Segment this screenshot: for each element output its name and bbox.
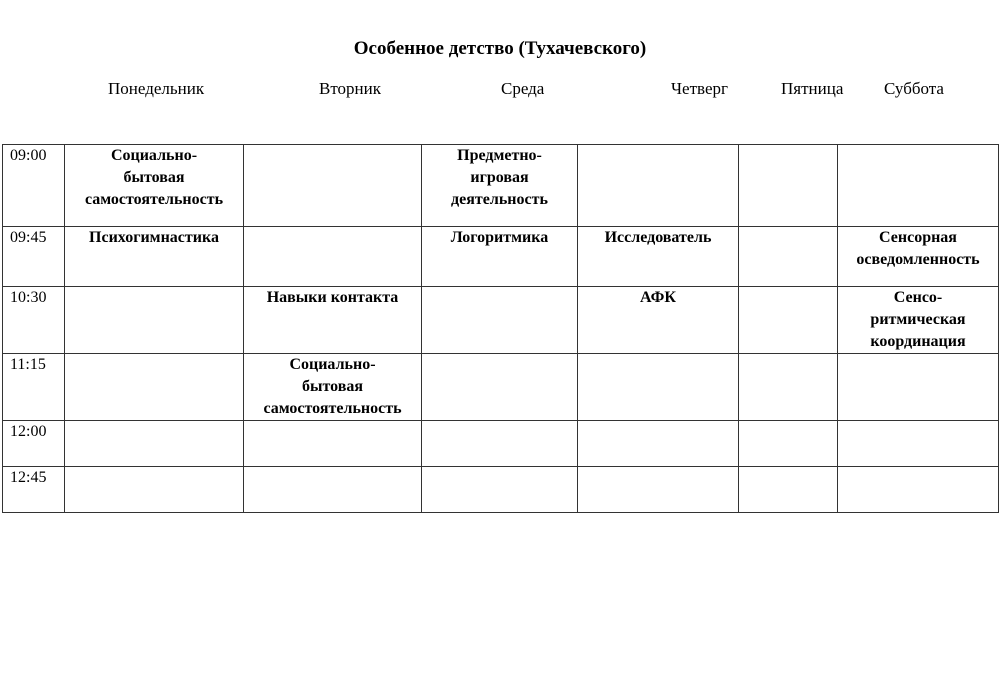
schedule-cell bbox=[838, 145, 999, 227]
schedule-cell bbox=[578, 354, 739, 421]
schedule-cell bbox=[65, 421, 244, 467]
schedule-cell bbox=[739, 287, 838, 354]
schedule-cell bbox=[65, 145, 244, 227]
activity-label: Логоритмика bbox=[450, 229, 549, 246]
schedule-cell bbox=[578, 145, 739, 227]
schedule-cell bbox=[838, 467, 999, 513]
schedule-cell bbox=[244, 467, 422, 513]
schedule-table bbox=[2, 144, 999, 513]
schedule-cell bbox=[244, 287, 422, 354]
table-row bbox=[3, 467, 999, 513]
table-row bbox=[3, 421, 999, 467]
time-cell: 10:30 bbox=[3, 287, 65, 354]
schedule-cell bbox=[739, 227, 838, 287]
schedule-cell bbox=[422, 227, 578, 287]
schedule-cell bbox=[422, 354, 578, 421]
day-header-wednesday: Среда bbox=[501, 79, 545, 98]
schedule-cell bbox=[739, 467, 838, 513]
day-header-monday: Понедельник bbox=[108, 79, 205, 98]
schedule-cell bbox=[838, 287, 999, 354]
schedule-cell bbox=[578, 421, 739, 467]
time-cell: 12:45 bbox=[3, 467, 65, 513]
activity-label: Сенсорная осведомленность bbox=[856, 229, 980, 268]
schedule-cell bbox=[739, 354, 838, 421]
schedule-cell bbox=[244, 421, 422, 467]
schedule-cell bbox=[739, 145, 838, 227]
schedule-cell bbox=[422, 421, 578, 467]
schedule-cell bbox=[838, 227, 999, 287]
schedule-cell bbox=[422, 467, 578, 513]
schedule-cell bbox=[578, 287, 739, 354]
schedule-cell bbox=[578, 227, 739, 287]
schedule-cell bbox=[578, 467, 739, 513]
schedule-cell bbox=[422, 287, 578, 354]
activity-label: Предметно- игровая деятельность bbox=[451, 147, 548, 208]
time-cell: 12:00 bbox=[3, 421, 65, 467]
table-row bbox=[3, 287, 999, 354]
activity-label: Навыки контакта bbox=[266, 289, 399, 306]
schedule-cell bbox=[65, 467, 244, 513]
schedule-cell bbox=[65, 227, 244, 287]
schedule-cell bbox=[739, 421, 838, 467]
schedule-cell bbox=[838, 421, 999, 467]
page-title: Особенное детство (Тухачевского) bbox=[353, 38, 647, 59]
schedule-cell bbox=[244, 227, 422, 287]
table-row bbox=[3, 227, 999, 287]
schedule-cell bbox=[244, 354, 422, 421]
activity-label: Исследователь bbox=[604, 229, 712, 246]
day-header-tuesday: Вторник bbox=[319, 79, 381, 98]
activity-label: Психогимнастика bbox=[89, 229, 219, 246]
time-cell: 11:15 bbox=[3, 354, 65, 421]
table-row bbox=[3, 354, 999, 421]
activity-label: Социально- бытовая самостоятельность bbox=[84, 147, 224, 208]
day-header-saturday: Суббота bbox=[884, 79, 944, 98]
time-cell: 09:00 bbox=[3, 145, 65, 227]
activity-label: Сенсо- ритмическая координация bbox=[870, 289, 966, 350]
table-row bbox=[3, 145, 999, 227]
day-header-thursday: Четверг bbox=[671, 79, 728, 98]
schedule-cell bbox=[838, 354, 999, 421]
time-cell: 09:45 bbox=[3, 227, 65, 287]
schedule-cell bbox=[65, 287, 244, 354]
day-header-friday: Пятница bbox=[781, 79, 844, 98]
schedule-cell bbox=[422, 145, 578, 227]
schedule-cell bbox=[244, 145, 422, 227]
schedule-cell bbox=[65, 354, 244, 421]
activity-label: АФК bbox=[640, 289, 676, 306]
activity-label: Социально- бытовая самостоятельность bbox=[263, 356, 402, 417]
